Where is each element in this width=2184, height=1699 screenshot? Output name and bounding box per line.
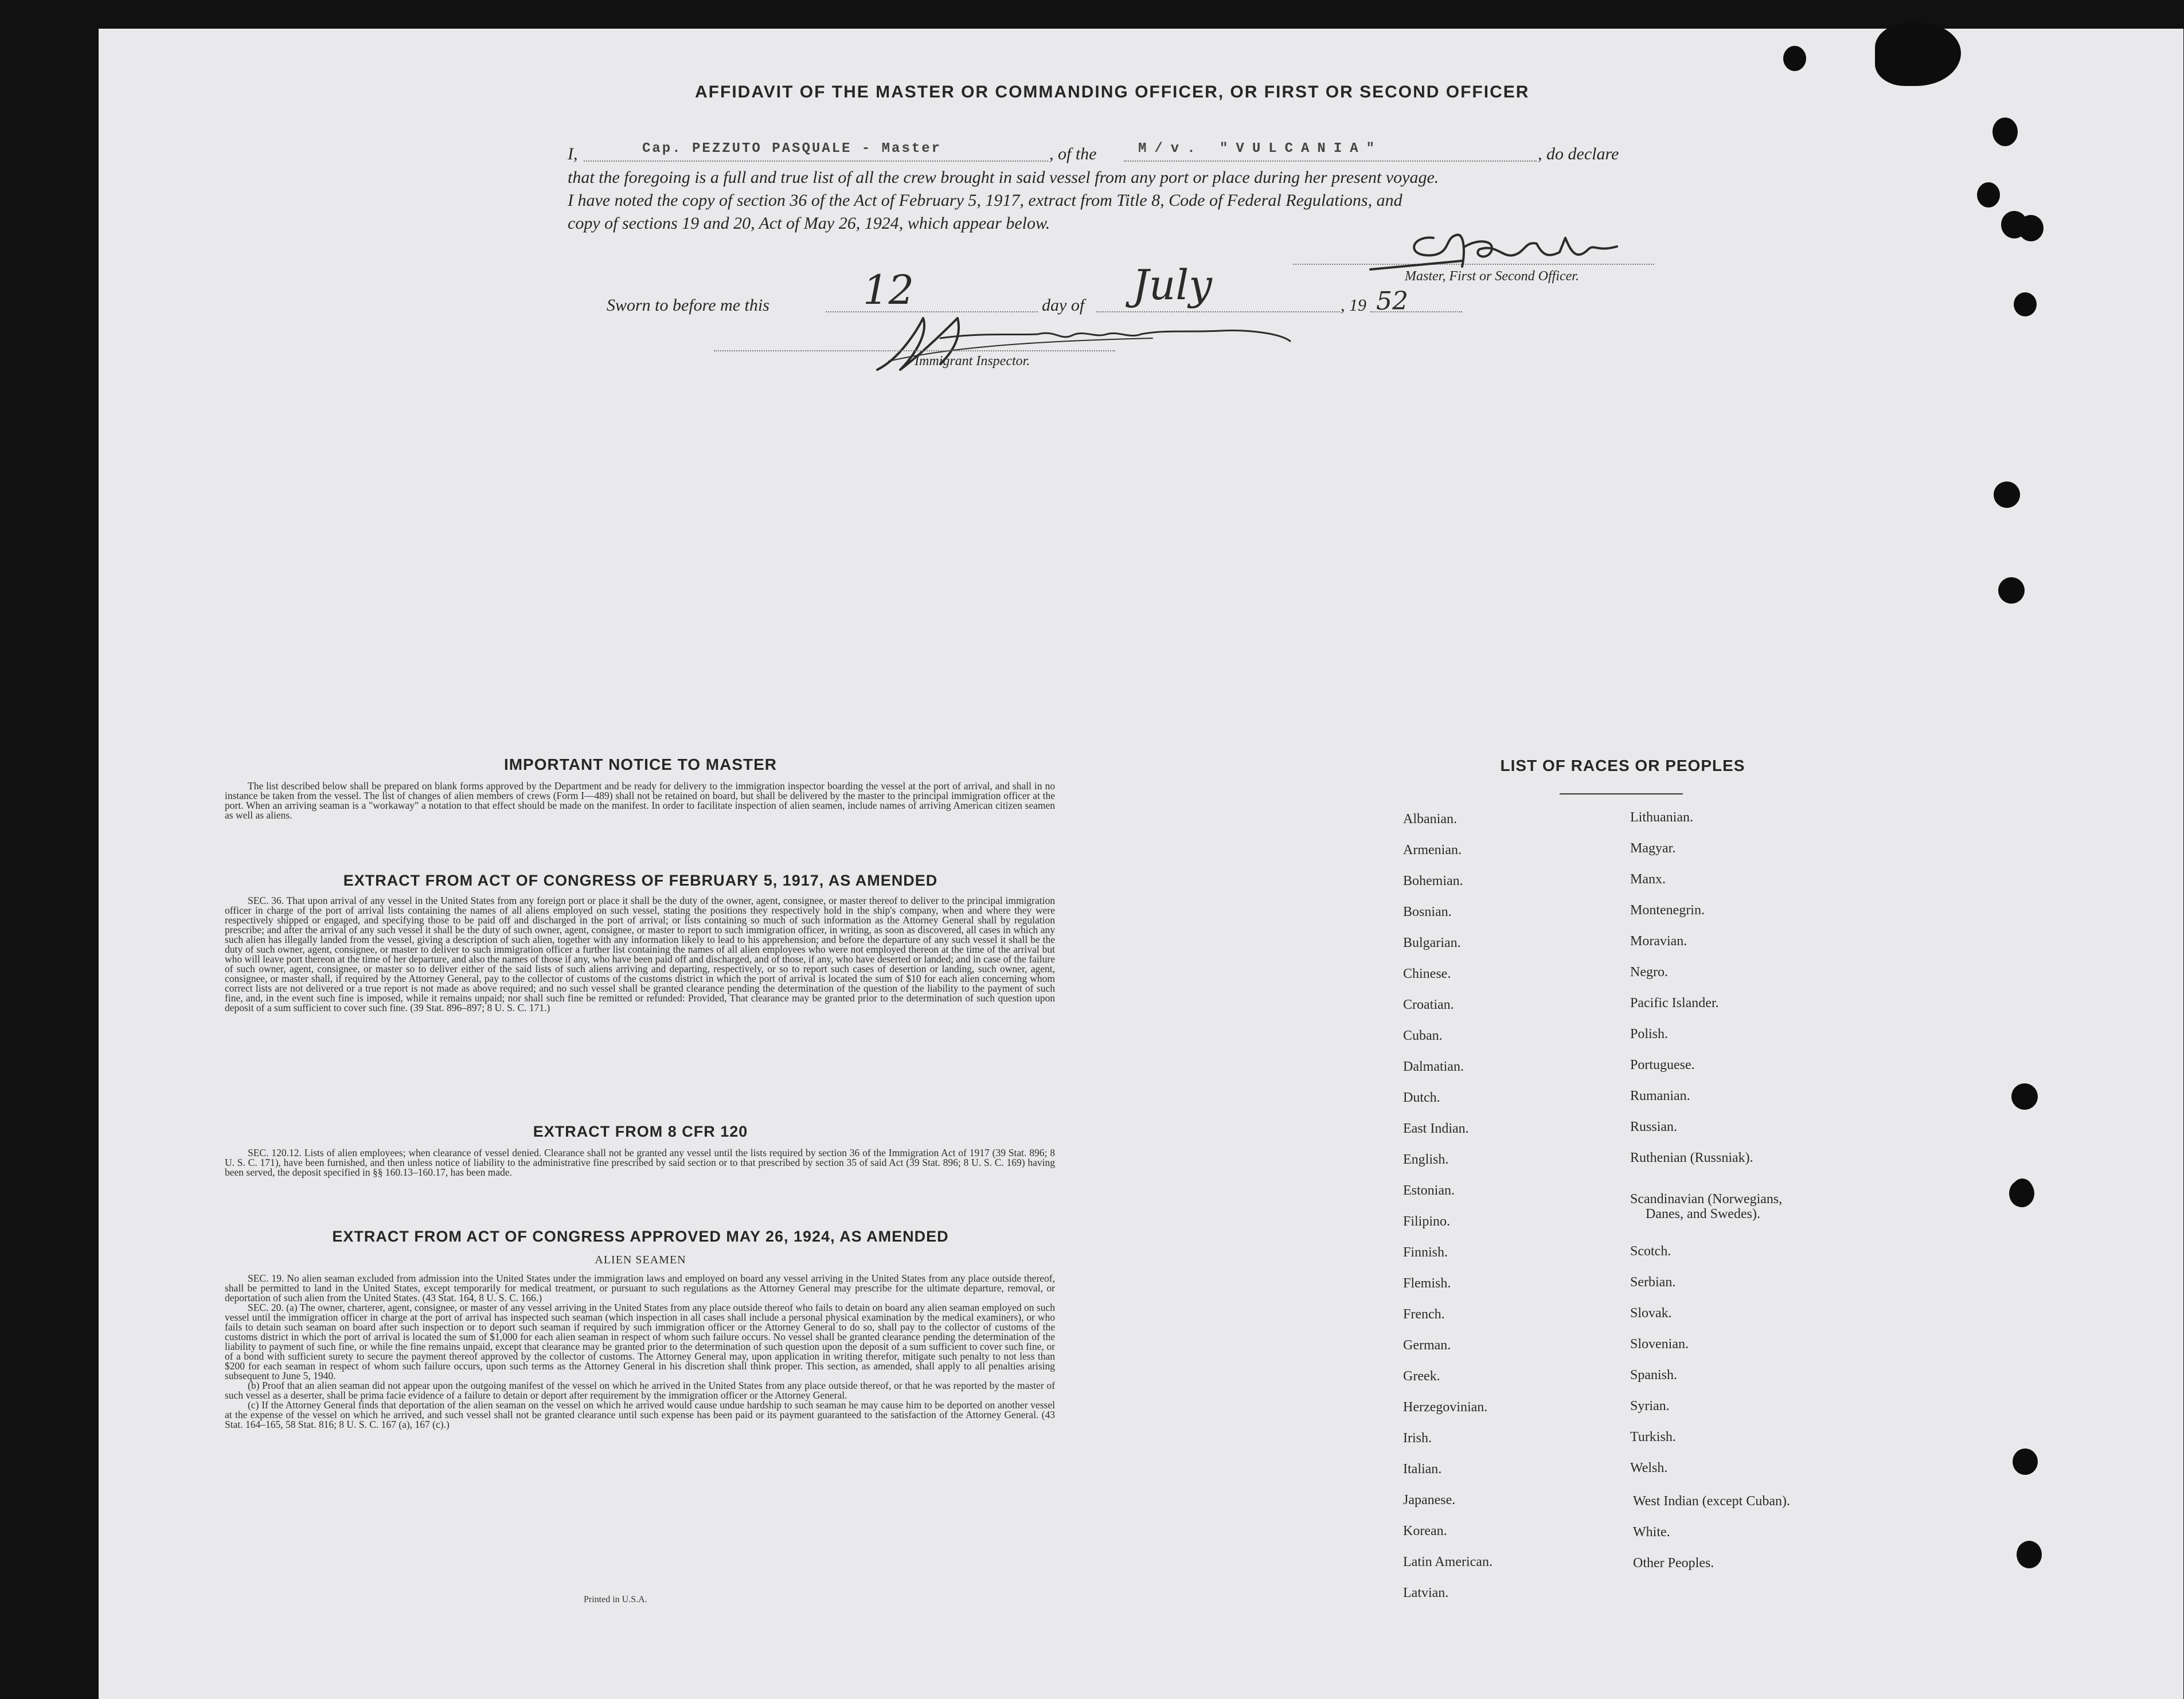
race-item: Manx. <box>1630 872 1666 887</box>
race-item: Slovenian. <box>1630 1337 1689 1352</box>
extract-cfr-text: SEC. 120.12. Lists of alien employees; when clearance of vessel denied. Clearance shall not be granted any vessel until the lists required by section 36 of the Immigration Act of 1917 (39 Stat. 896; 8 U. S. C. 171), have been furnished, and then unless notice of liability to the administrative fine prescribed by said section or to that prescribed by section 35 of said Act (39 Stat. 896; 8 U. S. C. 169) having been served, the deposit specified in §§ 160.13–160.17, has been made. <box>225 1147 1055 1178</box>
extract-1924-body <box>225 1274 1055 1430</box>
inspector-signature-line <box>714 350 1115 351</box>
race-item: Latin American. <box>1403 1555 1493 1569</box>
master-name-line <box>584 160 1048 162</box>
races-title: LIST OF RACES OR PEOPLES <box>1500 757 1745 774</box>
affidavit-title: AFFIDAVIT OF THE MASTER OR COMMANDING OFFICER, OR FIRST OR SECOND OFFICER <box>695 83 1530 101</box>
inspector-signature <box>866 307 1302 381</box>
printed-in-usa: Printed in U.S.A. <box>584 1595 647 1604</box>
punch-hole <box>2011 1179 2034 1207</box>
race-item: Russian. <box>1630 1119 1678 1134</box>
race-item: Dalmatian. <box>1403 1059 1464 1074</box>
vessel-name-line <box>1124 160 1537 162</box>
sworn-label: Sworn to before me this <box>607 296 769 315</box>
sworn-day: 12 <box>863 267 915 314</box>
year-prefix: , 19 <box>1341 296 1366 315</box>
race-item: Finnish. <box>1403 1245 1448 1260</box>
inspector-caption: Immigrant Inspector. <box>915 354 1030 369</box>
punch-hole <box>1992 118 2018 146</box>
i-label: I, <box>568 144 578 163</box>
race-item: Spanish. <box>1630 1368 1678 1383</box>
race-item: Syrian. <box>1630 1399 1670 1414</box>
race-item: Filipino. <box>1403 1214 1451 1229</box>
race-item: Cuban. <box>1403 1028 1443 1043</box>
races-title-rule <box>1560 793 1683 794</box>
day-of-label: day of <box>1042 296 1085 315</box>
race-item: Welsh. <box>1630 1461 1668 1475</box>
race-item: Greek. <box>1403 1369 1440 1384</box>
year-line <box>1370 311 1462 312</box>
race-item: Armenian. <box>1403 843 1462 858</box>
punch-hole <box>1783 46 1806 71</box>
race-item: Chinese. <box>1403 966 1451 981</box>
notice-text: The list described below shall be prepared on blank forms approved by the Department and be ready for delivery to the immigration inspector boarding the vessel at the port of arrival, and shall in no instance be taken from the vessel. The list of changes of alien members of crews (Form I—489) shall not be retained on board, but shall be delivered by the master to the principal immigration officer at the port. When an arriving seaman is a "workaway" a notation to that effect should be made on the manifest. In order to facilitate inspection of alien seamen, include names of arriving American citizen seamen as well as aliens. <box>225 780 1055 821</box>
punch-hole <box>2014 292 2037 316</box>
race-item: Magyar. <box>1630 841 1676 856</box>
race-item: Bosnian. <box>1403 905 1452 919</box>
race-item: Serbian. <box>1630 1275 1676 1290</box>
race-item: Korean. <box>1403 1524 1447 1539</box>
sec-20b-text: (b) Proof that an alien seaman did not appear upon the outgoing manifest of the vessel on which he arrived in the United States from any place outside thereof, or that he was reported by the master of such vessel as a deserter, shall be prima facie evidence of a failure to detain or deport after requirement by the immigration officer or the Attorney General. <box>225 1380 1055 1401</box>
notice-title: IMPORTANT NOTICE TO MASTER <box>503 755 778 773</box>
race-item: Negro. <box>1630 965 1668 980</box>
race-item: Polish. <box>1630 1027 1669 1042</box>
race-item: Lithuanian. <box>1630 810 1693 825</box>
race-item: Ruthenian (Russniak). <box>1630 1150 1753 1165</box>
punch-hole <box>1994 481 2020 508</box>
race-item: Moravian. <box>1630 934 1687 949</box>
race-item: Irish. <box>1403 1431 1432 1446</box>
race-item: French. <box>1403 1307 1445 1322</box>
punch-hole <box>2011 1083 2038 1110</box>
race-item: White. <box>1633 1525 1670 1540</box>
punch-hole <box>2017 1541 2042 1568</box>
punch-hole <box>1998 577 2025 604</box>
race-item: Dutch. <box>1403 1090 1440 1105</box>
race-item: Portuguese. <box>1630 1058 1695 1072</box>
declaration-line-3: I have noted the copy of section 36 of the Act of February 5, 1917, extract from Title 8, Code of Federal Regulations, and <box>568 191 1402 210</box>
race-item: Slovak. <box>1630 1306 1672 1321</box>
declaration-line-4: copy of sections 19 and 20, Act of May 26, 1924, which appear below. <box>568 214 1050 233</box>
sec-20a-text: SEC. 20. (a) The owner, charterer, agent, consignee, or master of any vessel arriving in the United States from any place outside thereof who fails to detain on board any alien seaman employed on such vessel until the immigration officer in charge at the port of arrival has inspected such seaman (which inspection in all cases shall include a personal physical examination by the medical examiners), or who fails to detain such seaman on board after such inspection or to deport such seaman if required by such immigration officer or the Attorney General to do so, shall pay to the collector of customs of the customs district in which the port of arrival is located the sum of $1,000 for each alien seaman in respect of whom such failure occurs. No vessel shall be granted clearance pending the determination of the liability to payment of such fine, or while the fine remains unpaid, except that clearance may be granted prior to the determination of such question upon the deposit of a sum sufficient to cover such fine, or of a bond with sufficient surety to secure the payment thereof approved by the collector of customs. The Attorney General may, upon application in writing therefor, mitigate such penalty to not less than $200 for each seaman in respect of whom such failure occurs, upon such terms as the Attorney General in his discretion shall think proper. This section, as amended, shall apply to all penalties arising subsequent to June 5, 1940. <box>225 1302 1055 1381</box>
race-item: Bulgarian. <box>1403 935 1461 950</box>
race-item: West Indian (except Cuban). <box>1633 1494 1790 1509</box>
extract-1924-title: EXTRACT FROM ACT OF CONGRESS APPROVED MAY 26, 1924, AS AMENDED <box>332 1228 949 1245</box>
punch-hole <box>1977 182 2000 208</box>
sec-19-text: SEC. 19. No alien seaman excluded from admission into the United States under the immigration laws and employed on board any vessel arriving in the United States from any place outside thereof, shall be permitted to land in the United States, except temporarily for medical treatment, or pursuant to such regulations as the Attorney General may prescribe for the ultimate departure, removal, or deportation of such alien from the United States. (43 Stat. 164, 8 U. S. C. 166.) <box>225 1273 1055 1303</box>
master-caption: Master, First or Second Officer. <box>1405 269 1579 284</box>
notice-body <box>225 781 1055 820</box>
race-item: Albanian. <box>1403 812 1457 827</box>
extract-1917-text: SEC. 36. That upon arrival of any vessel in the United States from any foreign port or place it shall be the duty of the owner, agent, consignee, or master thereof to deliver to the principal immigration officer in charge of the port of arrival lists containing the names of all aliens employed on such vessel, stating the positions they respectively hold in the ship's company, when and where they were respectively shipped or engaged, and specifying those to be paid off and discharged in the port of arrival; or lists containing so much of such information as the Attorney General shall by regulation prescribe; and after the arrival of any such vessel it shall be the duty of such owner, agent, consignee, or master to report to such immigration officer, in writing, as soon as discovered, all cases in which any such alien has illegally landed from the vessel, giving a description of such alien, together with any information likely to lead to his apprehension; and before the departure of any such vessel it shall be the duty of such owner, agent, consignee, or master to deliver to such immigration officer a further list containing the names of all alien employees who were not employed thereon at the time of the arrival but who will leave port thereon at the time of her departure, and also the names of those if any, who have been paid off and discharged, and of those, if any, who have deserted or landed; and in case of the failure of such owner, agent, consignee, or master so to deliver either of the said lists of such aliens arriving and departing, respectively, or so to report such cases of desertion or landing, such owner, agent, consignee, or master shall, if required by the Attorney General, pay to the collector of customs of the customs district in which the port of arrival is located the sum of $10 for each alien concerning whom correct lists are not delivered or a true report is not made as above required; and no such vessel shall be granted clearance pending the determination of the question of the liability to the payment of such fine, and, in the event such fine is imposed, while it remains unpaid; nor shall such fine be remitted or refunded: Provided, That clearance may be granted prior to the determination of such question upon deposit of a sum sufficient to cover such fine. (39 Stat. 896–897; 8 U. S. C. 171.) <box>225 895 1055 1013</box>
race-item: English. <box>1403 1152 1449 1167</box>
race-item: Latvian. <box>1403 1586 1449 1600</box>
race-item: Scandinavian (Norwegians, <box>1630 1192 1783 1207</box>
of-the-label: , of the <box>1049 144 1097 163</box>
race-item: Pacific Islander. <box>1630 996 1719 1011</box>
vessel-name: M/v. "VULCANIA" <box>1138 141 1383 156</box>
race-item: Danes, and Swedes). <box>1646 1207 1760 1222</box>
race-item: Japanese. <box>1403 1493 1456 1508</box>
race-item: Montenegrin. <box>1630 903 1705 918</box>
race-item: Estonian. <box>1403 1183 1455 1198</box>
declaration-line-2: that the foregoing is a full and true list of all the crew brought in said vessel from any port or place during her present voyage. <box>568 168 1439 187</box>
extract-cfr-title: EXTRACT FROM 8 CFR 120 <box>533 1123 748 1140</box>
race-item: Turkish. <box>1630 1430 1676 1444</box>
extract-cfr-body <box>225 1148 1055 1177</box>
master-name: Cap. PEZZUTO PASQUALE - Master <box>642 141 942 156</box>
extract-1924-subtitle: ALIEN SEAMEN <box>595 1254 686 1266</box>
race-item: Croatian. <box>1403 997 1454 1012</box>
extract-1917-title: EXTRACT FROM ACT OF CONGRESS OF FEBRUARY 5, 1917, AS AMENDED <box>343 872 938 889</box>
race-item: Scotch. <box>1630 1244 1671 1259</box>
race-item: German. <box>1403 1338 1451 1353</box>
do-declare-label: , do declare <box>1538 144 1619 163</box>
sworn-year: 52 <box>1376 287 1408 316</box>
race-item: Flemish. <box>1403 1276 1451 1291</box>
sworn-month: July <box>1132 261 1212 309</box>
race-item: Herzegovinian. <box>1403 1400 1488 1415</box>
punch-hole <box>2013 1449 2038 1475</box>
race-item: Rumanian. <box>1630 1089 1690 1103</box>
sec-20c-text: (c) If the Attorney General finds that deportation of the alien seaman on the vessel on which he arrived would cause undue hardship to such seaman he may cause him to be deported on another vessel at the expense of the vessel on which he arrived, and such vessel shall not be granted clearance until such expense has been paid or its payment guaranteed to the satisfaction of the Attorney General. (43 Stat. 164–165, 58 Stat. 816; 8 U. S. C. 167 (a), 167 (c).) <box>225 1399 1055 1430</box>
punch-hole <box>2018 215 2044 241</box>
race-item: Bohemian. <box>1403 874 1463 888</box>
race-item: Other Peoples. <box>1633 1556 1714 1571</box>
race-item: East Indian. <box>1403 1121 1469 1136</box>
extract-1917-body <box>225 896 1055 1013</box>
race-item: Italian. <box>1403 1462 1442 1477</box>
